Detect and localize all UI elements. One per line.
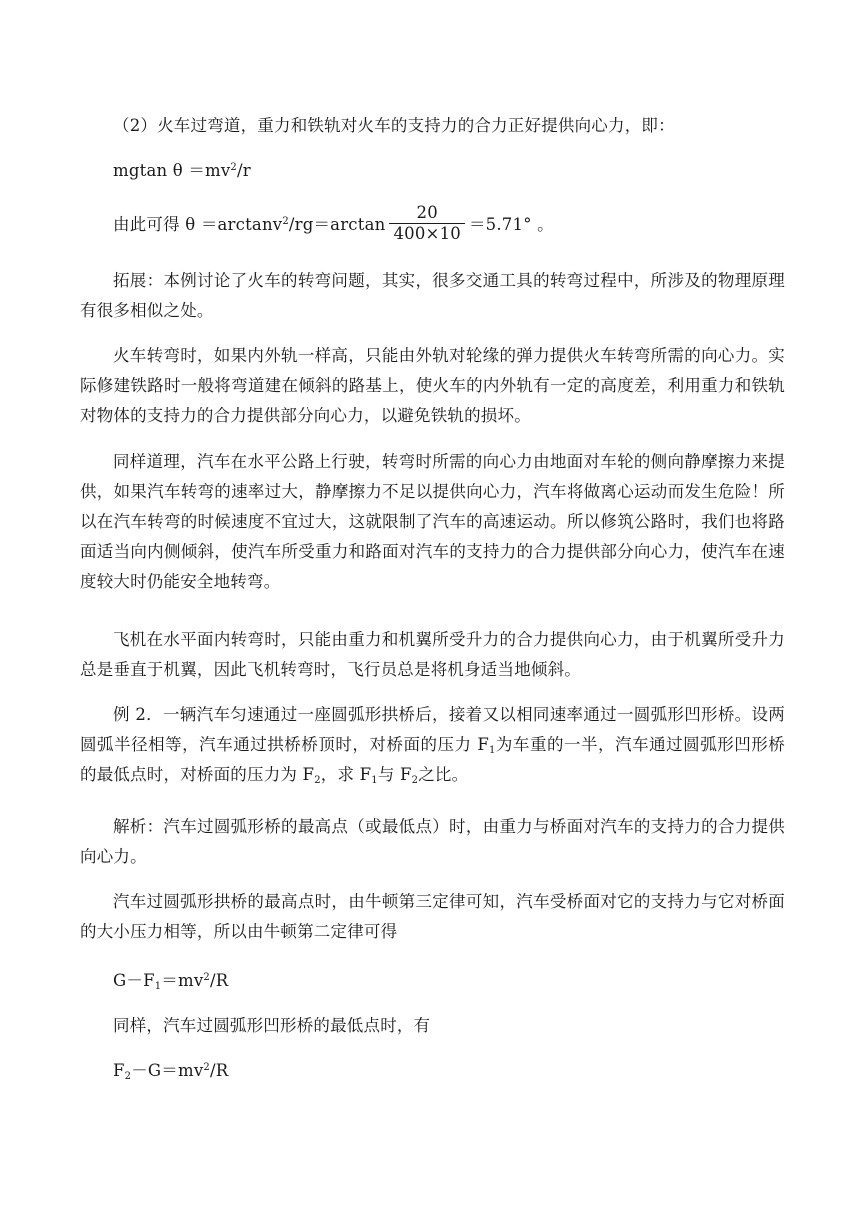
paragraph-train-turning: 火车转弯时，如果内外轨一样高，只能由外轨对轮缘的弹力提供火车转弯所需的向心力。实际修建铁路时一般将弯道建在倾斜的路基上，使火车的内外轨有一定的高度差，利用重力和铁轨对物体的支持力的合力提供部分向心力，以避免铁轨的损坏。	[80, 346, 785, 425]
paragraph-arch-bridge: 汽车过圆弧形拱桥的最高点时，由牛顿第三定律可知，汽车受桥面对它的支持力与它对桥面的大小压力相等，所以由牛顿第二定律可得	[80, 892, 785, 941]
paragraph-train-curve: （2）火车过弯道，重力和铁轨对火车的支持力的合力正好提供向心力，即：	[113, 116, 675, 135]
paragraph-extension: 拓展：本例讨论了火车的转弯问题，其实，很多交通工具的转弯过程中，所涉及的物理原理有很多相似之处。	[80, 271, 785, 320]
fraction: $\frac{20}{400\times 10}$	[389, 203, 465, 244]
equation-arctan: 由此可得 θ ＝arctanv$^2$/rg＝arctan $\frac{20}{400\times 10}$ ＝5.71° 。	[113, 203, 554, 243]
equation-concave-bridge: $F_2-G=mv^2/R$	[113, 1061, 229, 1082]
paragraph-example-2: 例 2．一辆汽车匀速通过一座圆弧形拱桥后，接着又以相同速率通过一圆弧形凹形桥。设两圆弧半径相等，汽车通过拱桥桥顶时，对桥面的压力 $F_1$为车重的一半，汽车通过圆弧形凹形桥的最低点时，对桥面的压力为 $F_2$，求 $F_1$与 $F_2$之比。	[80, 705, 785, 786]
paragraph-car-turning: 同样道理，汽车在水平公路上行驶，转弯时所需的向心力由地面对车轮的侧向静摩擦力来提供，如果汽车转弯的速率过大，静摩擦力不足以提供向心力，汽车将做离心运动而发生危险！所以在汽车转弯的时候速度不宜过大，这就限制了汽车的高速运动。所以修筑公路时，我们也将路面适当向内侧倾斜，使汽车所受重力和路面对汽车的支持力的合力提供部分向心力，使汽车在速度较大时仍能安全地转弯。	[80, 452, 785, 591]
equation-arch-bridge: $G-F_1=mv^2/R$	[113, 971, 229, 992]
paragraph-analysis: 解析：汽车过圆弧形桥的最高点（或最低点）时，由重力与桥面对汽车的支持力的合力提供向心力。	[80, 817, 785, 866]
equation-mgtan: mgtan $\theta =mv^2/r$	[113, 161, 251, 180]
paragraph-concave-bridge: 同样，汽车过圆弧形凹形桥的最低点时，有	[113, 1016, 431, 1035]
paragraph-plane-turning: 飞机在水平面内转弯时，只能由重力和机翼所受升力的合力提供向心力，由于机翼所受升力总是垂直于机翼，因此飞机转弯时，飞行员总是将机身适当地倾斜。	[80, 630, 785, 679]
